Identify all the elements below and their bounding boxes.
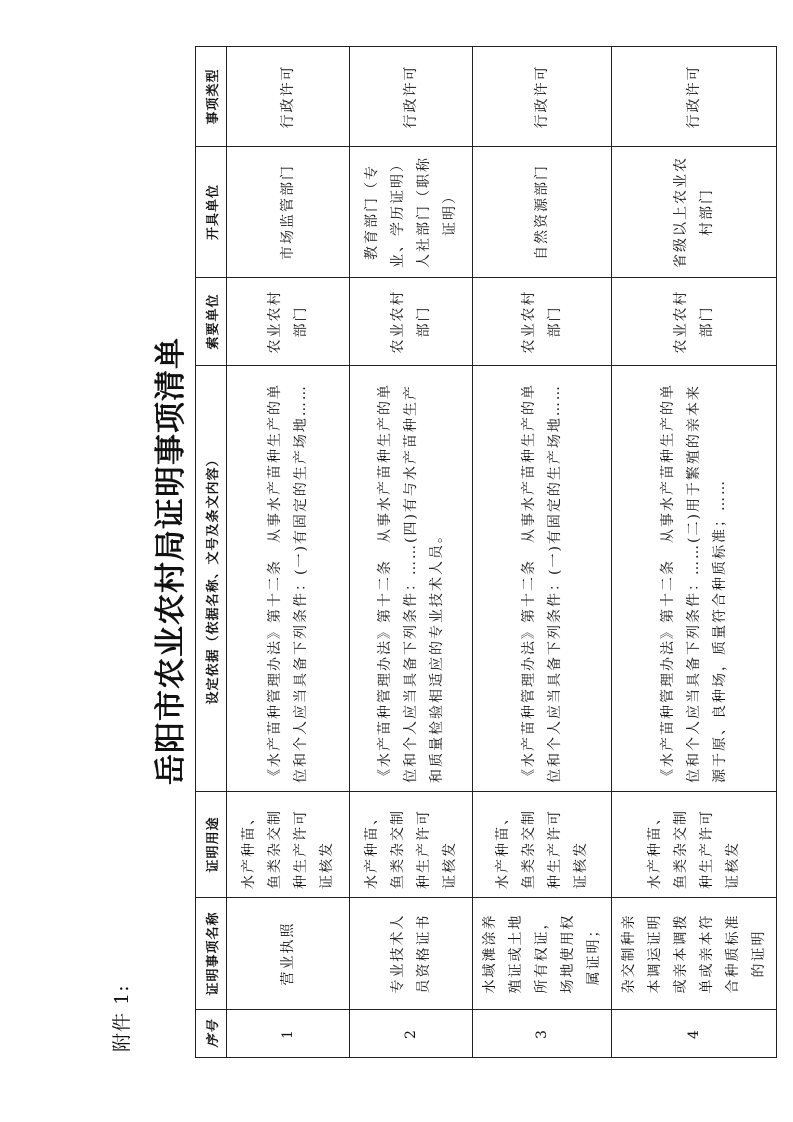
cell-issuer: 教育部门（专业、学历证明）人社部门（职称证明） [350, 147, 473, 278]
cell-issuer: 自然资源部门 [473, 147, 612, 278]
cell-seq: 3 [473, 1010, 612, 1058]
header-type: 事项类型 [196, 47, 227, 147]
cell-requester: 农业农村部门 [350, 278, 473, 366]
table-row [350, 47, 473, 1058]
cell-name: 营业执照 [227, 898, 350, 1010]
table-row [227, 47, 350, 1058]
header-basis: 设定依据（依据名称、文号及条文内容） [196, 366, 227, 792]
cell-seq: 2 [350, 1010, 473, 1058]
cell-basis: 《水产苗种管理办法》第十二条 从事水产苗种生产的单位和个人应当具备下列条件：(一)有固定的生产场地…… [227, 366, 350, 792]
cell-name: 专业技术人员资格证书 [350, 898, 473, 1010]
certification-items-table [195, 46, 777, 1058]
cell-purpose: 水产种苗、鱼类杂交制种生产许可证核发 [612, 792, 777, 898]
attachment-label: 附件 1: [111, 984, 133, 1052]
header-seq: 序号 [196, 1010, 227, 1058]
cell-basis: 《水产苗种管理办法》第十二条 从事水产苗种生产的单位和个人应当具备下列条件：……(二)用于繁殖的亲本来源于原、良种场，质量符合种质标准；…… [612, 366, 777, 792]
table-row [612, 47, 777, 1058]
cell-seq: 4 [612, 1010, 777, 1058]
cell-issuer: 市场监管部门 [227, 147, 350, 278]
table-header-row [196, 47, 227, 1058]
header-name: 证明事项名称 [196, 898, 227, 1010]
cell-name: 杂交制种亲本调运证明或亲本调拨单或亲本符合种质标准的证明 [612, 898, 777, 1010]
header-issuer: 开具单位 [196, 147, 227, 278]
cell-basis: 《水产苗种管理办法》第十二条 从事水产苗种生产的单位和个人应当具备下列条件：(一)有固定的生产场地…… [473, 366, 612, 792]
table-row [473, 47, 612, 1058]
cell-name: 水域滩涂养殖证或土地所有权证，场地使用权属证明； [473, 898, 612, 1010]
cell-requester: 农业农村部门 [227, 278, 350, 366]
cell-type: 行政许可 [227, 47, 350, 147]
cell-purpose: 水产种苗、鱼类杂交制种生产许可证核发 [473, 792, 612, 898]
cell-purpose: 水产种苗、鱼类杂交制种生产许可证核发 [350, 792, 473, 898]
cell-type: 行政许可 [350, 47, 473, 147]
cell-basis: 《水产苗种管理办法》第十二条 从事水产苗种生产的单位和个人应当具备下列条件：……(四)有与水产苗种生产和质量检验相适应的专业技术人员。 [350, 366, 473, 792]
cell-issuer: 省级以上农业农村部门 [612, 147, 777, 278]
cell-type: 行政许可 [473, 47, 612, 147]
cell-type: 行政许可 [612, 47, 777, 147]
page-title: 岳阳市农业农村局证明事项清单 [153, 337, 189, 785]
cell-seq: 1 [227, 1010, 350, 1058]
cell-purpose: 水产种苗、鱼类杂交制种生产许可证核发 [227, 792, 350, 898]
header-purpose: 证明用途 [196, 792, 227, 898]
cell-requester: 农业农村部门 [612, 278, 777, 366]
cell-requester: 农业农村部门 [473, 278, 612, 366]
header-requester: 索要单位 [196, 278, 227, 366]
